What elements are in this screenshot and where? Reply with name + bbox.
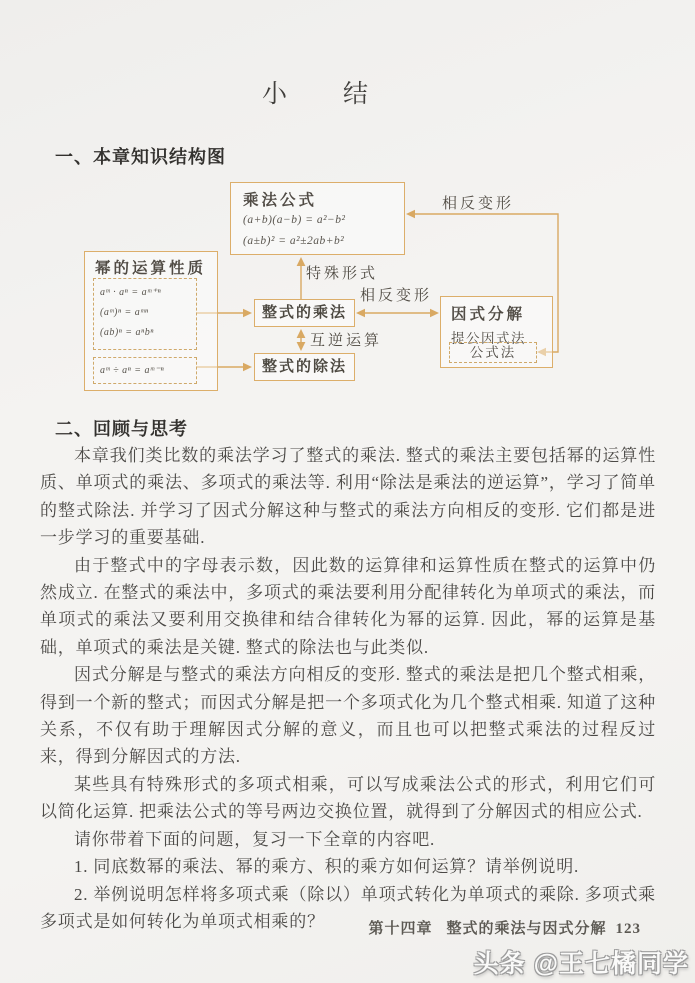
label-inverse-operations: 互逆运算 xyxy=(310,333,383,349)
knowledge-structure-diagram xyxy=(0,0,695,420)
review-paragraph: 由于整式中的字母表示数，因此数的运算律和运算性质在整式的运算中仍然成立. 在整式的乘法中，多项式的乘法要利用分配律转化为单项式的乘法，而单项式的乘法又要利用交换律和结合律转化为幂的运算. 因此，幂的运算是基础，单项式的乘法是关键. 整式的除法也与此类似. xyxy=(40,555,656,657)
factorization-title: 因式分解 xyxy=(451,306,526,323)
label-opposite-transform-mid: 相反变形 xyxy=(360,288,433,304)
section1-heading: 一、本章知识结构图 xyxy=(55,147,226,167)
section2-heading: 二、回顾与思考 xyxy=(55,419,188,439)
review-paragraph: 本章我们类比数的乘法学习了整式的乘法. 整式的乘法主要包括幂的运算性质、单项式的乘法、多项式的乘法等. 利用“除法是乘法的逆运算”，学习了简单的整式除法. 并学习了因式分解这种与整式的乘法方向相反的变形. 它们都是进一步学习的重要基础. xyxy=(40,446,656,548)
watermark: 头条 @王七橘同学 xyxy=(473,950,689,978)
power-division-formula-group xyxy=(93,357,197,384)
review-question-2: 2. 举例说明怎样将多项式乘（除以）单项式转化为单项式的乘除. 多项式乘多项式是如何转化为单项式相乘的？ xyxy=(40,884,656,931)
power-formulas-group xyxy=(93,278,197,350)
review-question-1: 1. 同底数幂的乘法、幂的乘方、积的乘方如何运算？请举例说明. xyxy=(74,857,580,877)
label-opposite-transform-top: 相反变形 xyxy=(442,196,515,212)
box-factorization xyxy=(440,296,553,368)
box-power-properties xyxy=(84,251,218,391)
arrow-inverse-operations xyxy=(297,329,306,351)
multiplication-formula-title: 乘法公式 xyxy=(243,192,318,209)
footer-book-title: 整式的乘法与因式分解 xyxy=(446,921,607,937)
arrow-opposite-transform-mid xyxy=(356,309,439,317)
box-polynomial-division: 整式的除法 xyxy=(254,353,355,381)
formula-quotient-of-powers: aᵐ ÷ aⁿ = aᵐ⁻ⁿ xyxy=(100,365,165,376)
formula-square-of-binomial: (a±b)² = a²±2ab+b² xyxy=(243,235,345,247)
factorization-method-common-factor: 提公因式法 xyxy=(451,331,526,346)
arrow-special-form-up xyxy=(297,257,306,299)
review-text xyxy=(40,442,656,935)
review-paragraph: 因式分解是与整式的乘法方向相反的变形. 整式的乘法是把几个整式相乘，得到一个新的整式；而因式分解是把一个多项式化为几个整式相乘. 知道了这种关系，不仅有助于理解因式分解的意义，而且也可以把整式乘法的过程反过来，得到分解因式的方法. xyxy=(40,665,656,767)
factorization-method-formula: 公式法 xyxy=(449,342,537,363)
label-special-form: 特殊形式 xyxy=(306,266,379,282)
formula-product-of-powers: aᵐ · aⁿ = aᵐ⁺ⁿ xyxy=(100,287,162,298)
formula-power-of-product: (ab)ⁿ = aⁿbⁿ xyxy=(100,327,154,338)
formula-difference-of-squares: (a+b)(a−b) = a²−b² xyxy=(243,214,346,226)
page-title: 小 结 xyxy=(261,81,370,108)
footer-page-number: 123 xyxy=(615,921,641,937)
formula-power-of-power: (aᵐ)ⁿ = aᵐⁿ xyxy=(100,307,149,318)
footer-chapter: 第十四章 xyxy=(368,921,433,937)
page-footer xyxy=(0,917,641,938)
box-multiplication-formula xyxy=(230,182,405,255)
review-paragraph: 某些具有特殊形式的多项式相乘，可以写成乘法公式的形式，利用它们可以简化运算. 把乘法公式的等号两边交换位置，就得到了分解因式的相应公式. xyxy=(40,774,656,822)
box-polynomial-multiplication: 整式的乘法 xyxy=(254,299,355,327)
review-paragraph: 请你带着下面的问题，复习一下全章的内容吧. xyxy=(74,829,436,849)
power-properties-title: 幂的运算性质 xyxy=(95,260,207,277)
